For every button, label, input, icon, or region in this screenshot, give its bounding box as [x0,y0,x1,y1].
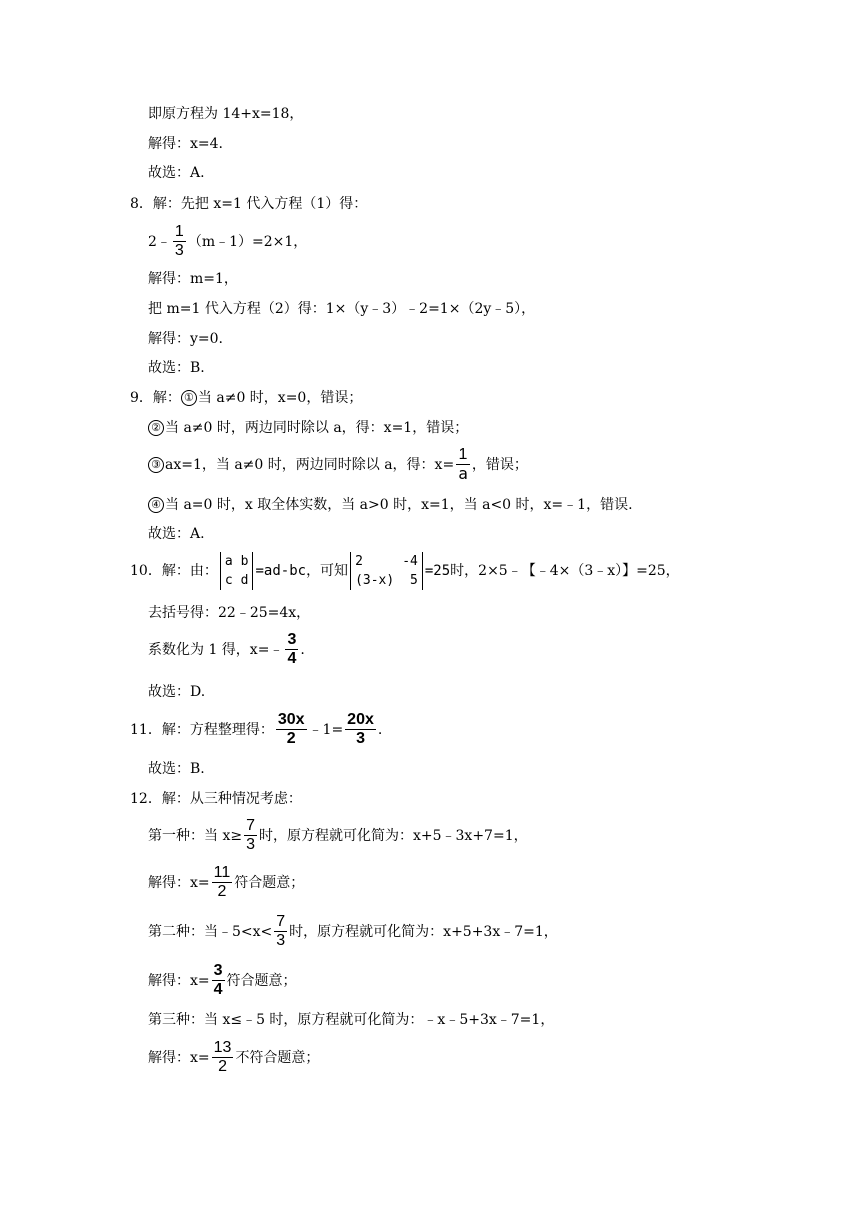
q12-case-2: 第二种：当﹣5<x< $\frac{7}{3}$ 时，原方程就可化简为：x+5+3x﹣7=1， [148,913,558,949]
fraction: $\frac{7}{3}$ [276,913,286,949]
circled-number-4: ④ [148,497,164,513]
fraction: $\frac{11}{2}$ [213,864,231,900]
question-10-intro: 10． 解：由： a b c d =ad-bc ，可知 2 -4 (3-x) 5 =25 时，2×5﹣【﹣4×（3﹣x）】=25， [130,554,680,588]
question-8-intro: 8． 解：先把 x=1 代入方程（1）得： [130,196,368,212]
q9-case-2: ② 当 a≠0 时，两边同时除以 a，得：x=1，错误； [148,419,468,437]
question-number: 12． [130,791,162,807]
text-line: 解得：y=0. [148,331,223,347]
question-11-intro: 11． 解：方程整理得： $\frac{30x}{2}$ ﹣1= $\frac{20x}{3}$ . [130,711,383,747]
question-9-case-1: 9． 解： ① 当 a≠0 时，x=0，错误； [130,390,363,406]
answer-line: 故选：D. [148,684,206,700]
question-number: 10． [130,563,162,579]
answer-line: 故选：B. [148,360,205,376]
answer-line: 故选：A. [148,526,205,542]
fraction: $\frac{1}{a}$ [458,446,468,483]
text-line: 解得：x=4. [148,136,223,152]
q12-solution-2: 解得：x= $\frac{3}{4}$ 符合题意； [148,962,297,998]
q12-solution-3: 解得：x= $\frac{13}{2}$ 不符合题意； [148,1039,320,1075]
fraction: $\frac{3}{4}$ [213,962,223,998]
determinant-abcd: a b c d [220,552,254,590]
fraction: $\frac{7}{3}$ [246,817,255,853]
q9-case-4: ④ 当 a=0 时，x 取全体实数，当 a>0 时，x=1，当 a<0 时，x=﹣1，错误. [148,496,633,514]
question-number: 8． [130,196,153,212]
q10-coefficient: 系数化为 1 得，x=﹣ $\frac{3}{4}$ . [148,631,305,667]
text-line: 把 m=1 代入方程（2）得：1×（y﹣3）﹣2=1×（2y﹣5）， [148,301,536,317]
question-12-intro: 12． 解：从三种情况考虑： [130,791,302,807]
text-line: 去括号得：22﹣25=4x， [148,605,311,621]
circled-number-2: ② [148,420,164,436]
fraction: $\frac{30x}{2}$ [277,711,305,747]
fraction: $\frac{1}{3}$ [174,223,184,259]
text-line: 解得：m=1， [148,271,238,287]
q12-case-3: 第三种：当 x≤﹣5 时，原方程就可化简为：﹣x﹣5+3x﹣7=1， [148,1012,555,1028]
q8-equation: 2﹣ $\frac{1}{3}$ （m﹣1）=2×1， [148,223,308,259]
q9-case-3: ③ ax=1，当 a≠0 时，两边同时除以 a，得：x= $\frac{1}{a}$ ，错误； [148,446,528,483]
answer-line: 故选：A. [148,165,205,181]
answer-line: 故选：B. [148,761,205,777]
fraction: $\frac{13}{2}$ [213,1039,232,1075]
circled-number-1: ① [181,390,197,406]
fraction: $\frac{20x}{3}$ [347,711,374,747]
fraction: $\frac{3}{4}$ [287,631,297,667]
determinant-values: 2 -4 (3-x) 5 [350,552,423,590]
circled-number-3: ③ [148,457,164,473]
question-number: 11． [130,721,162,738]
q12-case-1: 第一种：当 x≥ $\frac{7}{3}$ 时，原方程就可化简为：x+5﹣3x+7=1， [148,817,528,853]
q12-solution-1: 解得：x= $\frac{11}{2}$ 符合题意； [148,864,305,900]
question-number: 9． [130,390,153,406]
text-line: 即原方程为 14+x=18， [148,106,304,122]
